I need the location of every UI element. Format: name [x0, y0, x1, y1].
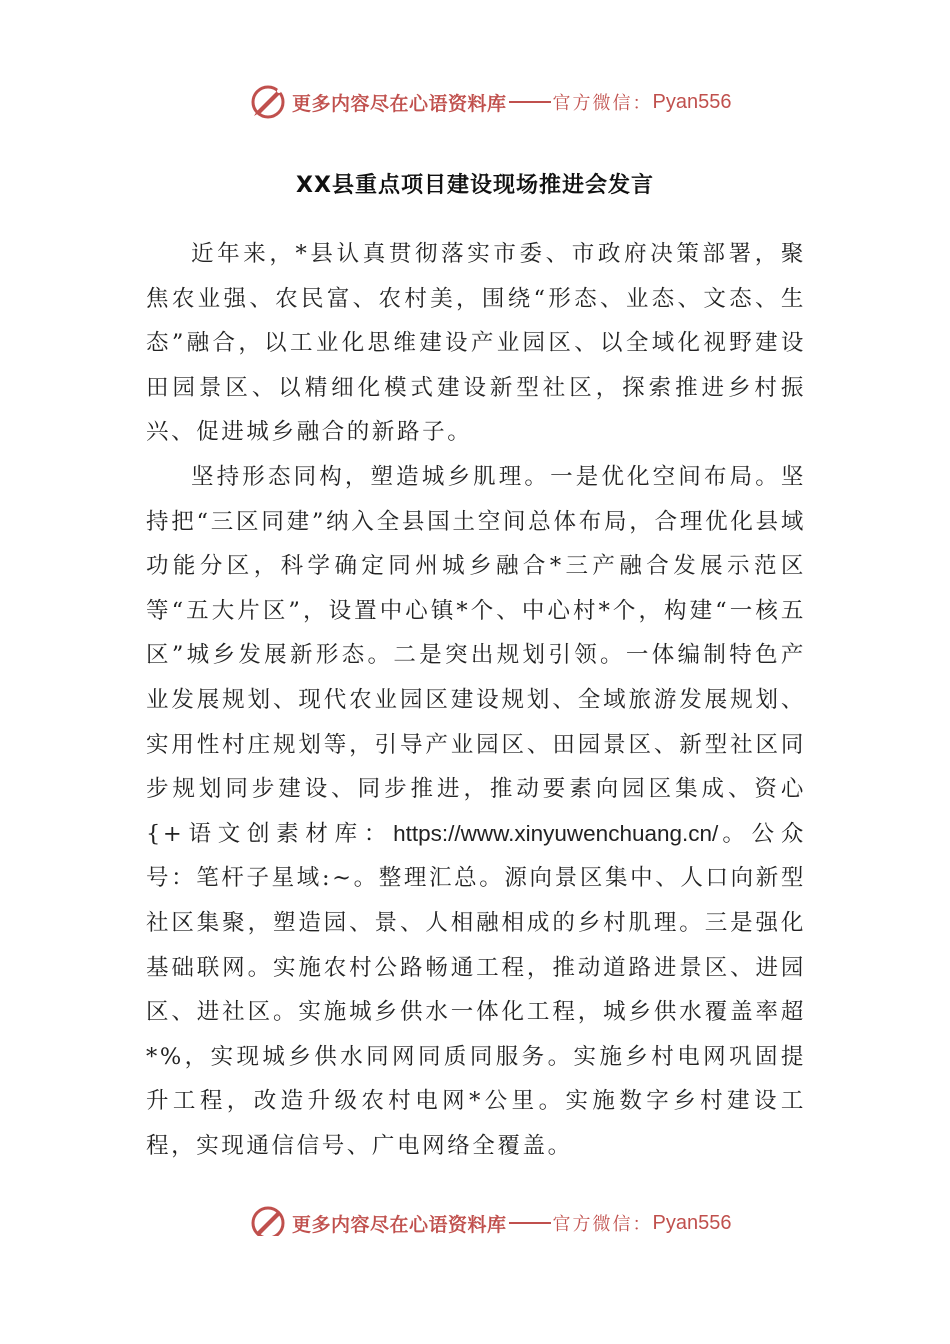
document-title: XX县重点项目建设现场推进会发言 [296, 173, 654, 198]
banner-wechat-id: Pyan556 [652, 90, 732, 113]
pen-logo-icon [248, 82, 288, 122]
footer-banner-subtext: 官方微信： [552, 1214, 653, 1235]
source-url-link[interactable]: https://www.xinyuwenchuang.cn/ [393, 820, 719, 846]
paragraph-2-part-2: 。公众号：笔杆子星域:~。整理汇总。源向景区集中、人口向新型社区集聚，塑造园、景、人相融相成的乡村肌理。三是强化基础联网。实施农村公路畅通工程，推动道路进景区、进园区、进社区。实施城乡供水一体化工程，城乡供水覆盖率超*%，实现城乡供水同网同质同服务。实施乡村电网巩固提升工程，改造升级农村电网*公里。实施数字乡村建设工程，实现通信信号、广电网络全覆盖。 [146, 820, 806, 1159]
paragraph-1: 近年来，*县认真贯彻落实市委、市政府决策部署，聚焦农业强、农民富、农村美，围绕“形态、业态、文态、生态”融合，以工业化思维建设产业园区、以全域化视野建设田园景区、以精细化模式建设新型社区，探索推进乡村振兴、促进城乡融合的新路子。 [146, 241, 806, 446]
paragraph-2-part-1: 坚持形态同构，塑造城乡肌理。一是优化空间布局。坚持把“三区同建”纳入全县国土空间总体布局，合理优化县域功能分区，科学确定同州城乡融合*三产融合发展示范区等“五大片区”，设置中心镇*个、中心村*个，构建“一核五区”城乡发展新形态。二是突出规划引领。一体编制特色产业发展规划、现代农业园区建设规划、全域旅游发展规划、实用性村庄规划等，引导产业园区、田园景区、新型社区同步规划同步建设、同步推进，推动要素向园区集成、资心{+语文创素材库： [146, 463, 806, 847]
footer-banner [248, 1202, 731, 1236]
footer-banner-wechat-id: Pyan556 [652, 1211, 732, 1234]
document-body [146, 232, 806, 1168]
footer-banner-text: 更多内容尽在心语资料库 [292, 1213, 507, 1236]
footer-banner-dash [509, 1222, 551, 1224]
header-banner [248, 82, 731, 122]
banner-dash [509, 101, 551, 103]
pen-logo-icon [248, 1203, 288, 1236]
banner-subtext: 官方微信： [552, 93, 653, 114]
banner-text: 更多内容尽在心语资料库 [292, 92, 507, 115]
paragraph-2 [146, 455, 806, 1169]
